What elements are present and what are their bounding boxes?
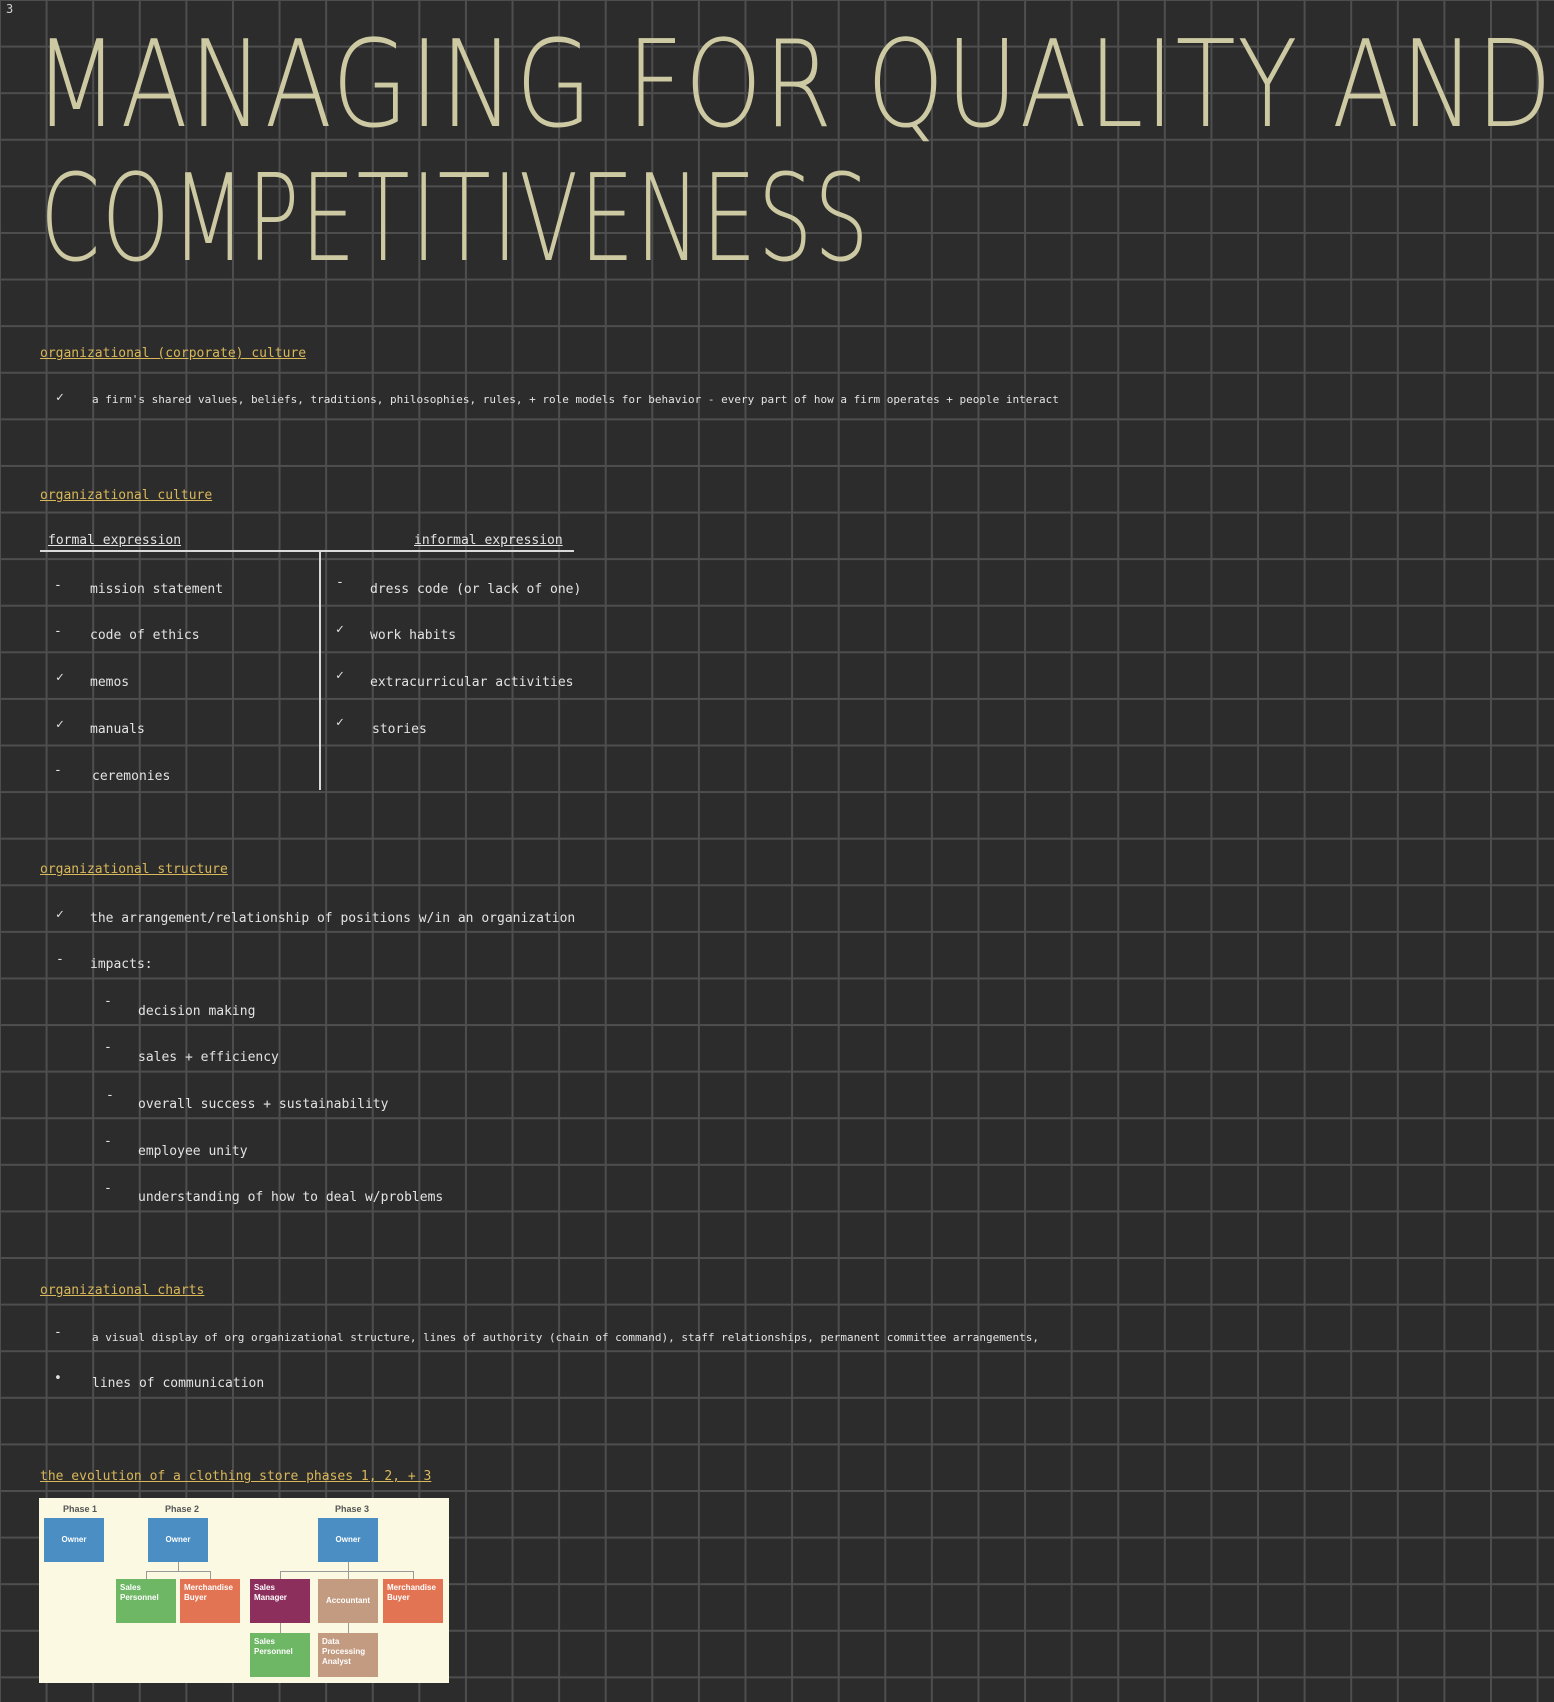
dash-mark: - — [54, 763, 62, 778]
owner-box-phase-2: Owner — [148, 1518, 208, 1562]
section-heading-corporate-culture: organizational (corporate) culture — [40, 346, 307, 361]
owner-box-phase-1: Owner — [44, 1518, 104, 1562]
formal-expression-header: formal expression — [48, 533, 182, 548]
connector-line — [348, 1561, 349, 1571]
dash-mark: - — [104, 994, 112, 1009]
check-mark: ✓ — [336, 668, 344, 683]
list-item: lines of communication — [92, 1376, 265, 1391]
connector-line — [348, 1623, 349, 1633]
section-heading-org-structure: organizational structure — [40, 862, 228, 877]
connector-line — [146, 1571, 210, 1572]
phase-label: Phase 2 — [165, 1504, 200, 1514]
merchandise-buyer-box-phase-2: Merchandise Buyer — [180, 1579, 240, 1623]
section-heading-clothing-store: the evolution of a clothing store phases 1, 2, + 3 — [40, 1469, 432, 1484]
section-heading-org-charts: organizational charts — [40, 1283, 205, 1298]
connector-line — [210, 1571, 211, 1579]
dash-mark: - — [54, 1325, 62, 1340]
list-item: manuals — [90, 722, 145, 737]
connector-line — [413, 1571, 414, 1579]
list-item: the arrangement/relationship of positions w/in an organization — [90, 911, 576, 926]
list-item: understanding of how to deal w/problems — [138, 1190, 444, 1205]
dash-mark: - — [54, 624, 62, 639]
sales-personnel-box-phase-3: Sales Personnel — [250, 1633, 310, 1677]
page-title-line-2: COMPETITIVENESS — [40, 150, 871, 289]
bullet-mark: • — [54, 1371, 62, 1386]
connector-line — [280, 1623, 281, 1633]
sales-manager-box-phase-3: Sales Manager — [250, 1579, 310, 1623]
sales-personnel-box-phase-2: Sales Personnel — [116, 1579, 176, 1623]
list-item: a visual display of org organizational structure, lines of authority (chain of command), staff relationships, permanent committee arrangements, — [92, 1331, 1040, 1344]
list-item: overall success + sustainability — [138, 1097, 389, 1112]
list-item: stories — [372, 722, 427, 737]
list-item: extracurricular activities — [370, 675, 574, 690]
data-processing-analyst-box-phase-3: Data Processing Analyst — [318, 1633, 378, 1677]
list-item: employee unity — [138, 1144, 248, 1159]
dash-mark: - — [104, 1134, 112, 1149]
check-mark: ✓ — [56, 390, 64, 405]
list-item: sales + efficiency — [138, 1050, 279, 1065]
list-item: mission statement — [90, 582, 224, 597]
informal-expression-header: informal expression — [414, 533, 563, 548]
page-number: 3 — [6, 2, 14, 16]
list-item: code of ethics — [90, 628, 200, 643]
dash-mark: - — [56, 952, 64, 967]
owner-box-phase-3: Owner — [318, 1518, 378, 1562]
section-heading-org-culture: organizational culture — [40, 488, 213, 503]
check-mark: ✓ — [56, 907, 64, 922]
list-item: a firm's shared values, beliefs, traditions, philosophies, rules, + role models for behavior - every part of how a firm operates + people interact — [92, 393, 1059, 406]
merchandise-buyer-box-phase-3: Merchandise Buyer — [383, 1579, 443, 1623]
connector-line — [280, 1571, 413, 1572]
check-mark: ✓ — [336, 715, 344, 730]
list-item: ceremonies — [92, 769, 171, 784]
list-item: impacts: — [90, 957, 153, 972]
phase-label: Phase 1 — [63, 1504, 98, 1514]
dash-mark: - — [54, 578, 62, 593]
dash-mark: - — [106, 1088, 114, 1103]
connector-line — [280, 1571, 281, 1579]
dash-mark: - — [104, 1181, 112, 1196]
org-chart-image — [39, 1498, 449, 1683]
phase-label: Phase 3 — [335, 1504, 370, 1514]
check-mark: ✓ — [56, 670, 64, 685]
list-item: memos — [90, 675, 130, 690]
dash-mark: - — [336, 575, 344, 590]
list-item: dress code (or lack of one) — [370, 582, 582, 597]
connector-line — [146, 1571, 147, 1579]
accountant-box-phase-3: Accountant — [318, 1579, 378, 1623]
check-mark: ✓ — [56, 717, 64, 732]
check-mark: ✓ — [336, 622, 344, 637]
table-divider-vertical — [319, 550, 321, 790]
connector-line — [178, 1561, 179, 1571]
table-divider-horizontal — [40, 550, 574, 552]
list-item: decision making — [138, 1004, 256, 1019]
list-item: work habits — [370, 628, 457, 643]
connector-line — [348, 1571, 349, 1579]
dash-mark: - — [104, 1040, 112, 1055]
page-title-line-1: MANAGING FOR QUALITY AND — [34, 16, 1554, 155]
